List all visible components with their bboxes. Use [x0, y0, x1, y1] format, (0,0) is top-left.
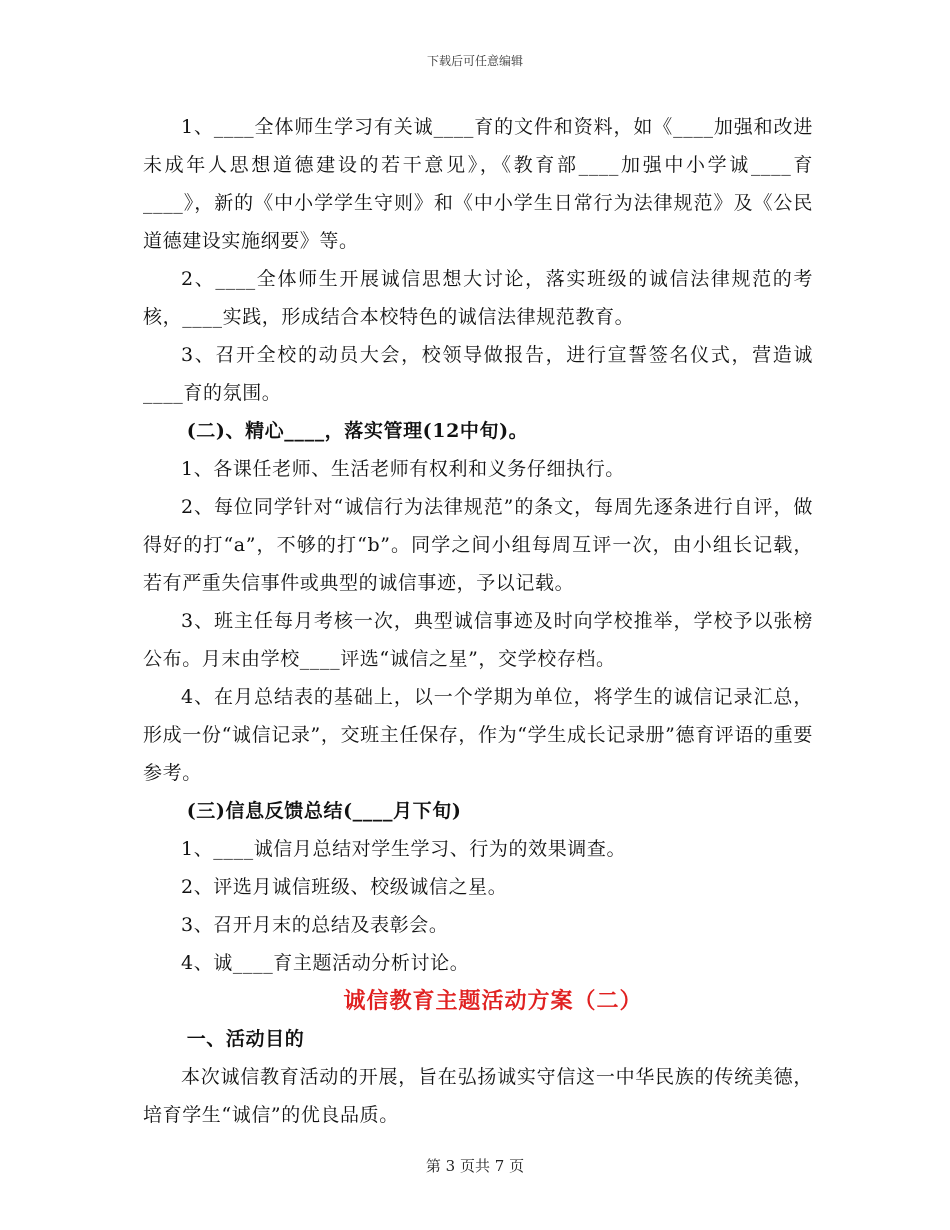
- paragraph-item: 1、各课任老师、生活老师有权利和义务仔细执行。: [181, 458, 625, 480]
- paragraph-item: 2、____全体师生开展诚信思想大讨论，落实班级的诚信法律规范的考核，____实践，形成结合本校特色的诚信法律规范教育。: [143, 268, 813, 328]
- section-heading: 一、活动目的: [186, 1028, 305, 1050]
- paragraph-item: 1、____诚信月总结对学生学习、行为的效果调查。: [181, 838, 627, 860]
- paragraph-item: 3、召开月末的总结及表彰会。: [181, 914, 449, 936]
- paragraph-item: 2、评选月诚信班级、校级诚信之星。: [181, 876, 508, 898]
- paragraph-item: 3、班主任每月考核一次，典型诚信事迹及时向学校推举，学校予以张榜公布。月末由学校____评选“诚信之星”，交学校存档。: [143, 610, 813, 670]
- page-footer: 第 3 页共 7 页: [425, 1157, 525, 1175]
- paragraph-item: 4、在月总结表的基础上，以一个学期为单位，将学生的诚信记录汇总，形成一份“诚信记录”，交班主任保存，作为“学生成长记录册”德育评语的重要参考。: [143, 686, 813, 784]
- subsection-heading: (二)、精心____，落实管理(12中旬)。: [186, 420, 529, 442]
- paragraph-item: 3、召开全校的动员大会，校领导做报告，进行宣誓签名仪式，营造诚____育的氛围。: [143, 344, 813, 404]
- page-header: 下载后可任意编辑: [426, 54, 523, 68]
- document-title: 诚信教育主题活动方案（二）: [343, 988, 643, 1014]
- document-body: [143, 108, 813, 1134]
- section-paragraph: 本次诚信教育活动的开展，旨在弘扬诚实守信这一中华民族的传统美德，培育学生“诚信”的优良品质。: [143, 1066, 813, 1126]
- paragraph-item: 2、每位同学针对“诚信行为法律规范”的条文，每周先逐条进行自评，做得好的打“a”，不够的打“b”。同学之间小组每周互评一次，由小组长记载，若有严重失信事件或典型的诚信事迹，予以记载。: [143, 496, 813, 594]
- subsection-heading: (三)信息反馈总结(____月下旬): [186, 800, 462, 822]
- paragraph-item: 1、____全体师生学习有关诚____育的文件和资料，如《____加强和改进未成年人思想道德建设的若干意见》，《教育部____加强中小学诚____育____》，新的《中小学学生守则》和《中小学生日常行为法律规范》及《公民道德建设实施纲要》等。: [143, 116, 813, 252]
- paragraph-item: 4、诚____育主题活动分析讨论。: [181, 952, 470, 974]
